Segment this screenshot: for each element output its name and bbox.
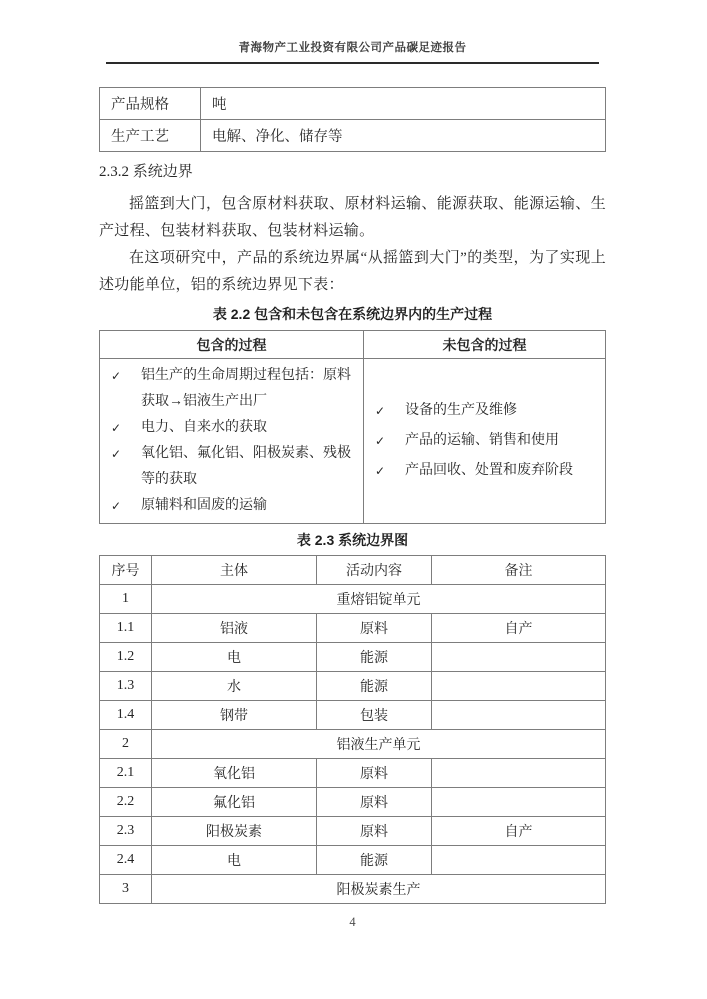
row-subject-cell: 阳极炭素 [152, 817, 317, 846]
excluded-header-cell: 未包含的过程 [364, 331, 606, 359]
row-subject-cell: 氧化铝 [152, 759, 317, 788]
header-cell-subject: 主体 [152, 556, 317, 585]
page-header [106, 40, 599, 64]
row-subject-cell: 钢带 [152, 701, 317, 730]
paragraph: 摇篮到大门，包含原材料获取、原材料运输、能源获取、能源运输、生产过程、包装材料获取、包装材料运输。 [99, 196, 606, 239]
table-row [100, 730, 606, 759]
row-no-cell: 2.1 [100, 759, 152, 788]
list-item [370, 458, 599, 484]
row-activity-cell: 能源 [317, 643, 432, 672]
row-no-cell: 1.1 [100, 614, 152, 643]
page-content [99, 0, 606, 930]
row-no-cell: 3 [100, 875, 152, 904]
row-no-cell: 2 [100, 730, 152, 759]
row-merged-cell: 阳极炭素生产 [152, 875, 606, 904]
table-row [100, 120, 606, 152]
included-processes-cell [100, 359, 364, 524]
check-icon: ✓ [375, 434, 386, 448]
excluded-list [370, 363, 599, 519]
row-no-cell: 1 [100, 585, 152, 614]
list-item-text: 原辅料和固废的运输 [141, 498, 267, 513]
check-icon: ✓ [111, 499, 122, 513]
check-icon: ✓ [375, 404, 386, 418]
row-note-cell [432, 759, 606, 788]
row-activity-cell: 能源 [317, 846, 432, 875]
row-activity-cell: 原料 [317, 817, 432, 846]
table-row [100, 875, 606, 904]
list-item-text: 产品回收、处置和废弃阶段 [405, 463, 573, 478]
paragraph: 在这项研究中，产品的系统边界属“从摇篮到大门”的类型，为了实现上述功能单位，铝的系统边界见下表： [99, 250, 606, 293]
product-spec-table [99, 87, 606, 152]
row-note-cell [432, 643, 606, 672]
check-icon: ✓ [111, 421, 122, 435]
table-row [100, 817, 606, 846]
list-item [370, 398, 599, 424]
section-heading: 2.3.2 系统边界 [99, 164, 193, 180]
header-cell-activity: 活动内容 [317, 556, 432, 585]
page-number: 4 [349, 915, 356, 929]
row-activity-cell: 原料 [317, 788, 432, 817]
table-header-row [100, 331, 606, 359]
row-no-cell: 1.3 [100, 672, 152, 701]
header-cell-no: 序号 [100, 556, 152, 585]
page-header-title: 青海物产工业投资有限公司产品碳足迹报告 [238, 42, 467, 54]
row-activity-cell: 原料 [317, 614, 432, 643]
check-icon: ✓ [111, 369, 122, 383]
table-2-2-caption: 表 2.2 包含和未包含在系统边界内的生产过程 [212, 306, 493, 322]
spec-label-cell: 生产工艺 [100, 120, 201, 152]
table-row [100, 846, 606, 875]
row-merged-cell: 铝液生产单元 [152, 730, 606, 759]
table-row [100, 701, 606, 730]
list-item [106, 441, 357, 493]
spec-value-cell: 电解、净化、储存等 [201, 120, 606, 152]
row-subject-cell: 铝液 [152, 614, 317, 643]
table-row [100, 359, 606, 524]
list-item [106, 363, 357, 415]
body-text [99, 191, 606, 299]
row-note-cell [432, 672, 606, 701]
table-row [100, 759, 606, 788]
row-no-cell: 2.4 [100, 846, 152, 875]
table-row [100, 585, 606, 614]
row-no-cell: 2.2 [100, 788, 152, 817]
table-row [100, 88, 606, 120]
row-note-cell [432, 846, 606, 875]
list-item-text: 设备的生产及维修 [405, 403, 517, 418]
spec-value-cell: 吨 [201, 88, 606, 120]
included-header-cell: 包含的过程 [100, 331, 364, 359]
list-item-text: 铝生产的生命周期过程包括：原料获取→铝液生产出厂 [141, 368, 351, 409]
list-item-text: 氧化铝、氟化铝、阳极炭素、残极等的获取 [141, 446, 351, 487]
row-merged-cell: 重熔铝锭单元 [152, 585, 606, 614]
system-boundary-process-table [99, 330, 606, 524]
row-no-cell: 2.3 [100, 817, 152, 846]
spec-label-cell: 产品规格 [100, 88, 201, 120]
row-subject-cell: 氟化铝 [152, 788, 317, 817]
included-list [106, 363, 357, 519]
table-row [100, 614, 606, 643]
row-note-cell: 自产 [432, 614, 606, 643]
row-note-cell [432, 788, 606, 817]
table-row [100, 788, 606, 817]
list-item-text: 产品的运输、销售和使用 [405, 433, 559, 448]
check-icon: ✓ [375, 464, 386, 478]
row-subject-cell: 电 [152, 643, 317, 672]
list-item [106, 415, 357, 441]
row-activity-cell: 包装 [317, 701, 432, 730]
row-note-cell: 自产 [432, 817, 606, 846]
list-item [106, 493, 357, 519]
header-cell-note: 备注 [432, 556, 606, 585]
table-2-3-caption: 表 2.3 系统边界图 [296, 532, 409, 548]
system-boundary-diagram-table [99, 555, 606, 904]
row-activity-cell: 原料 [317, 759, 432, 788]
row-no-cell: 1.2 [100, 643, 152, 672]
list-item [370, 428, 599, 454]
check-icon: ✓ [111, 447, 122, 461]
row-activity-cell: 能源 [317, 672, 432, 701]
table-row [100, 643, 606, 672]
row-subject-cell: 电 [152, 846, 317, 875]
row-no-cell: 1.4 [100, 701, 152, 730]
table-row [100, 672, 606, 701]
list-item-text: 电力、自来水的获取 [141, 420, 267, 435]
table-header-row [100, 556, 606, 585]
excluded-processes-cell [364, 359, 606, 524]
row-subject-cell: 水 [152, 672, 317, 701]
row-note-cell [432, 701, 606, 730]
